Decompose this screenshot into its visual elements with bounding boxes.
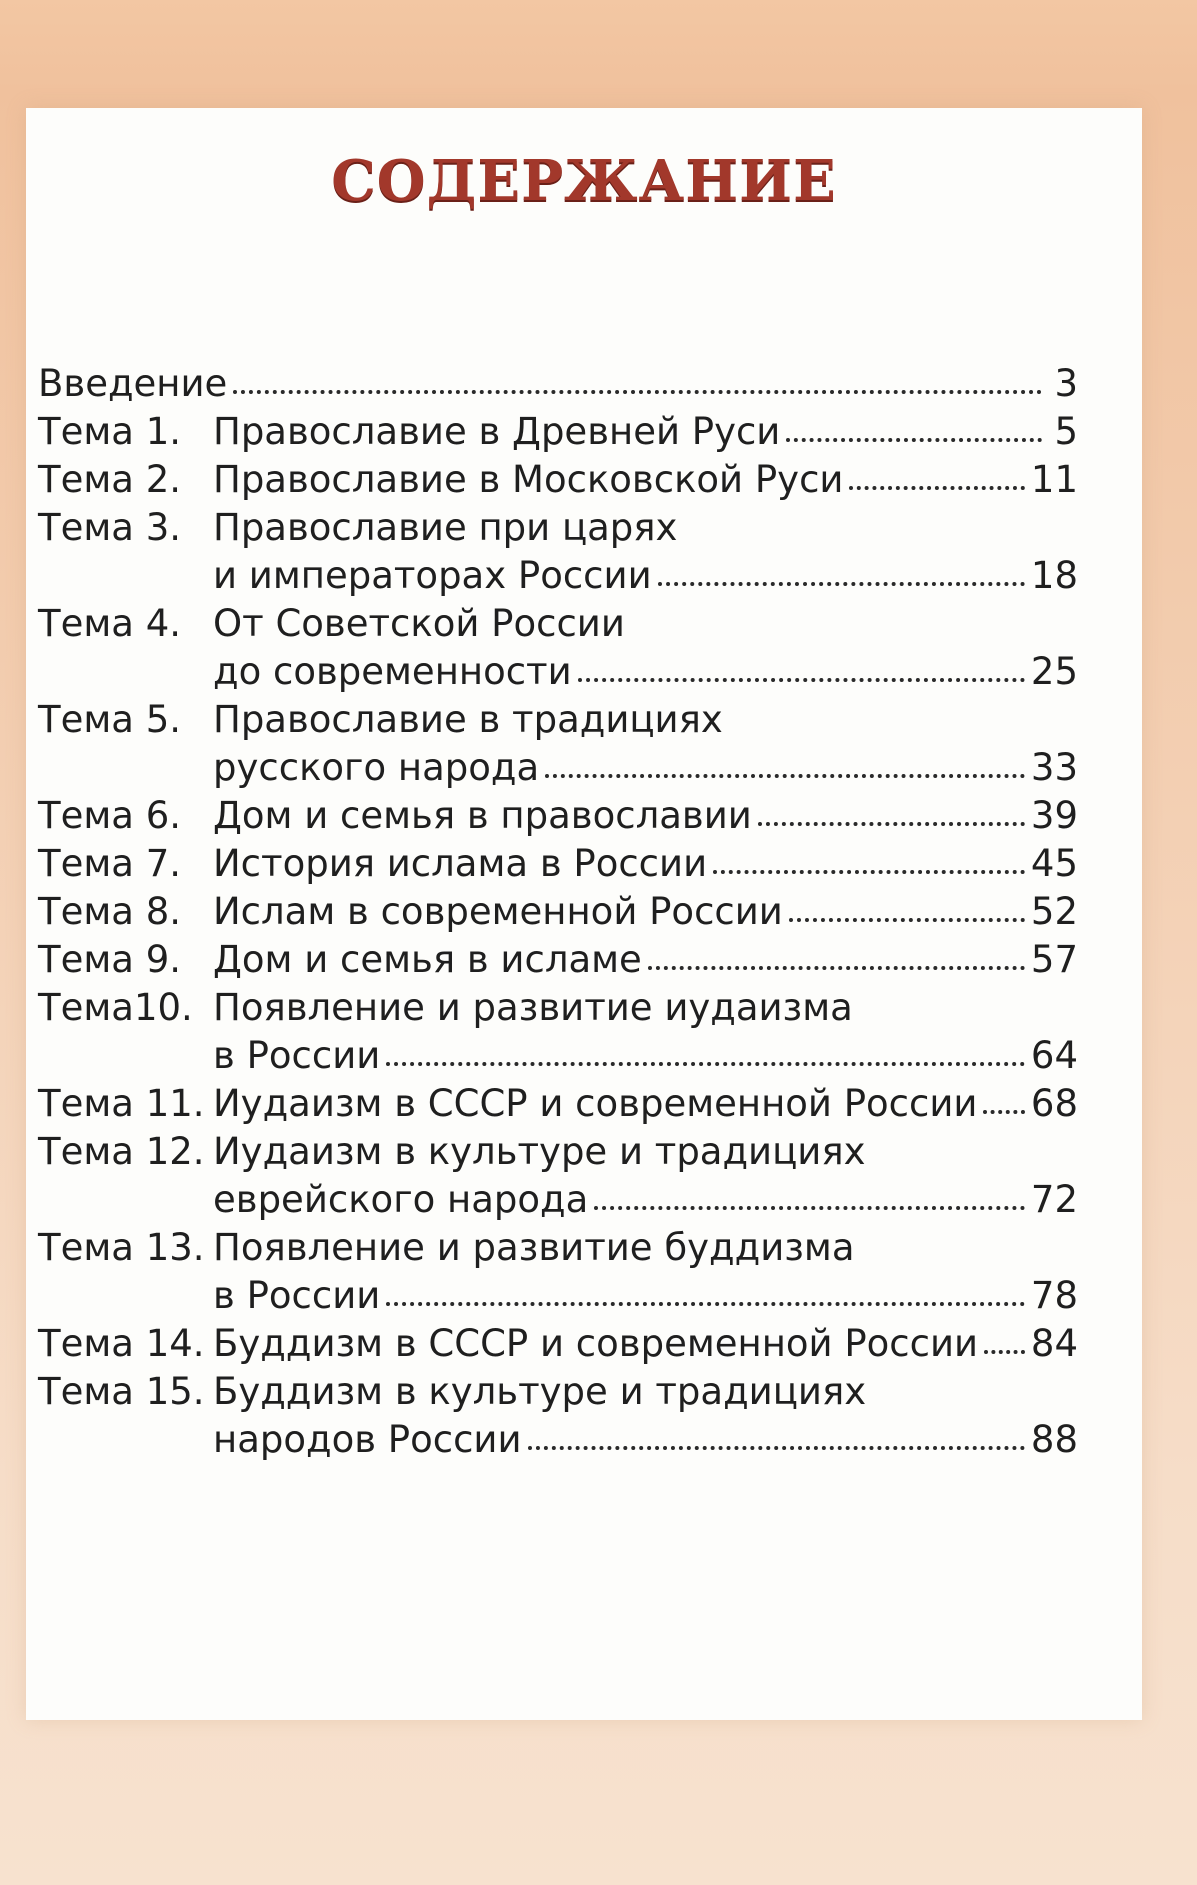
toc-entry-line [38,1176,1078,1224]
toc-entry [38,792,1078,840]
toc-entry-title: Дом и семья в православии [213,794,752,837]
toc-page-number: 57 [1030,938,1078,981]
dot-leader [789,908,1025,922]
toc-entry-label: Тема 9. [38,938,182,981]
toc-entry-line [38,504,1078,552]
toc-entry-line [38,1224,1078,1272]
toc-entry [38,1320,1078,1368]
toc-entry-label: Тема 6. [38,794,182,837]
dot-leader [594,1196,1025,1210]
toc-entry-title: Введение [38,362,228,405]
toc-entry-line [38,840,1078,888]
toc-entry-title: Дом и семья в исламе [213,938,642,981]
toc-entry-title: Появление и развитие иудаизма [213,986,853,1029]
toc-entry [38,840,1078,888]
toc-page-number: 45 [1030,842,1078,885]
toc-entry [38,1080,1078,1128]
dot-leader [658,572,1025,586]
toc-entry [38,1368,1078,1464]
toc-entry [38,360,1078,408]
dot-leader [758,812,1025,826]
toc-entry-label: Тема 8. [38,890,182,933]
toc-entry [38,1128,1078,1224]
toc-page-number: 88 [1030,1418,1078,1461]
toc-entry-label: Тема 3. [38,506,182,549]
dot-leader [713,860,1025,874]
toc-entry [38,1224,1078,1320]
toc-entry-title: От Советской России [213,602,625,645]
book-page [26,108,1142,1720]
toc-entry [38,984,1078,1080]
toc-entry-title: до современности [213,650,572,693]
toc-entry-line [38,1128,1078,1176]
toc-entry-line [38,792,1078,840]
toc-entry [38,504,1078,600]
dot-leader [386,1052,1025,1066]
toc-entry-label: Тема 15. [38,1370,205,1413]
toc-entry-label: Тема10. [38,986,193,1029]
toc-entry-line [38,744,1078,792]
dot-leader [528,1436,1025,1450]
toc-page-number: 39 [1030,794,1078,837]
toc-entry-line [38,1272,1078,1320]
dot-leader [648,956,1025,970]
toc-entry [38,696,1078,792]
toc-entry-title: Буддизм в культуре и традициях [213,1370,867,1413]
toc-entry [38,600,1078,696]
toc-entry-title: Православие в традициях [213,698,723,741]
toc-entry-label: Тема 7. [38,842,182,885]
toc-entry-line [38,1368,1078,1416]
dot-leader [578,668,1025,682]
toc-entry-title: Появление и развитие буддизма [213,1226,855,1269]
toc-page-number: 18 [1030,554,1078,597]
dot-leader [545,764,1025,778]
toc-entry [38,456,1078,504]
dot-leader [849,476,1024,490]
toc-entry-title: еврейского народа [213,1178,589,1221]
toc-entry [38,888,1078,936]
toc-entry-line [38,1032,1078,1080]
toc-entry-line [38,552,1078,600]
toc-entry-line [38,648,1078,696]
toc-entry-title: Буддизм в СССР и современной России [213,1322,979,1365]
toc-entry-title: Ислам в современной России [213,890,783,933]
toc-entry-label: Тема 11. [38,1082,205,1125]
toc-entry-title: Православие в Древней Руси [213,410,781,453]
toc-page-number: 84 [1030,1322,1078,1365]
toc-entry-label: Тема 14. [38,1322,205,1365]
dot-leader [984,1340,1025,1354]
dot-leader [786,428,1042,442]
toc-entry [38,936,1078,984]
toc-entry-label: Тема 2. [38,458,182,501]
toc-entry [38,408,1078,456]
toc-entry-line [38,696,1078,744]
toc-entry-line [38,1080,1078,1128]
toc-entry-line [38,888,1078,936]
toc-entry-title: в России [213,1034,381,1077]
toc-entry-title: История ислама в России [213,842,708,885]
toc-entry-title: в России [213,1274,381,1317]
page-title: СОДЕРЖАНИЕ [331,148,837,214]
toc-entry-title: Православие в Московской Руси [213,458,844,501]
toc-page-number: 78 [1030,1274,1078,1317]
toc-entry-line [38,456,1078,504]
toc-page-number: 3 [1054,362,1078,405]
table-of-contents [38,360,1078,1464]
toc-page-number: 64 [1030,1034,1078,1077]
toc-page-number: 52 [1030,890,1078,933]
toc-page-number: 25 [1030,650,1078,693]
toc-entry-line [38,360,1078,408]
toc-entry-title: народов России [213,1418,522,1461]
dot-leader [983,1100,1024,1114]
dot-leader [233,380,1042,394]
toc-entry-label: Тема 12. [38,1130,205,1173]
toc-page-number: 33 [1030,746,1078,789]
toc-entry-label: Тема 1. [38,410,182,453]
toc-page-number: 11 [1030,458,1078,501]
dot-leader [386,1292,1025,1306]
toc-entry-label: Тема 4. [38,602,182,645]
toc-entry-label: Тема 13. [38,1226,205,1269]
toc-entry-line [38,1320,1078,1368]
toc-page-number: 68 [1030,1082,1078,1125]
toc-entry-label: Тема 5. [38,698,182,741]
toc-entry-title: Православие при царях [213,506,678,549]
toc-entry-line [38,936,1078,984]
toc-page-number: 72 [1030,1178,1078,1221]
toc-entry-title: русского народа [213,746,540,789]
toc-entry-title: Иудаизм в СССР и современной России [213,1082,978,1125]
toc-page-number: 5 [1054,410,1078,453]
toc-entry-line [38,408,1078,456]
toc-entry-line [38,984,1078,1032]
toc-entry-title: Иудаизм в культуре и традициях [213,1130,866,1173]
toc-entry-line [38,600,1078,648]
toc-entry-line [38,1416,1078,1464]
toc-entry-title: и императорах России [213,554,652,597]
